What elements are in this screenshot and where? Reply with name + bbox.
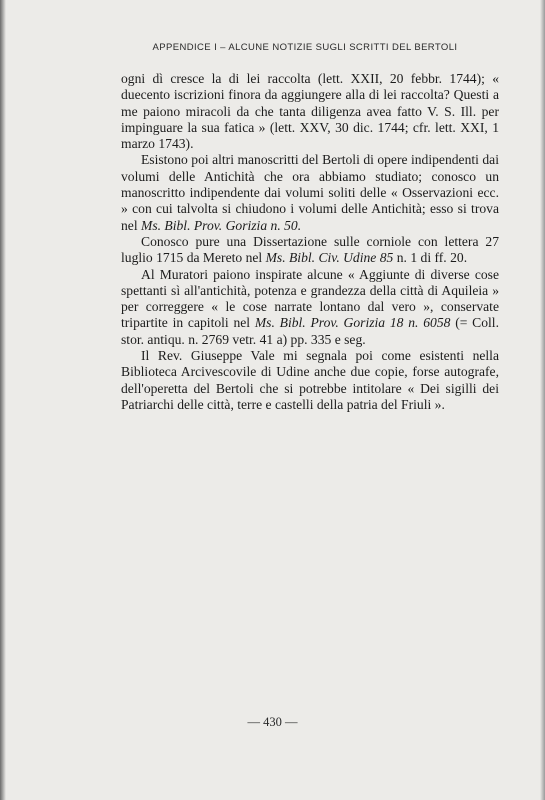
paragraph-4-text-end: (= Coll. stor. antiqu. n. 2769 vetr. 41 a) pp. 335 e seg. <box>121 315 499 347</box>
paragraph-3 <box>121 234 499 267</box>
paragraph-2-citation: Ms. Bibl. Prov. Gorizia n. 50. <box>141 217 302 233</box>
page-number: — 430 — <box>247 715 298 729</box>
paragraph-4 <box>121 267 499 348</box>
paragraph-3-citation: Ms. Bibl. Civ. Udine 85 <box>265 250 394 266</box>
paragraph-5-text: Il Rev. Giuseppe Vale mi segnala poi come esistenti nella Biblioteca Arcivescovile di Udine anche due copie, forse autografe, dell'operetta del Bertoli che si potrebbe intitolare « Dei sigilli dei Patriarchi delle città, terre e castelli della patria del Friuli ». <box>121 348 499 412</box>
paragraph-2-text: Esistono poi altri manoscritti del Bertoli di opere indipendenti dai volumi delle Antichità che ora abbiamo studiato; conosco un manoscritto indipendente dai volumi soliti delle « Osservazioni ecc. » con cui talvolta si chiudono i volumi delle Antichità; esso si trova nel <box>121 152 499 233</box>
paragraph-4-citation: Ms. Bibl. Prov. Gorizia 18 n. 6058 <box>254 315 451 331</box>
paragraph-2 <box>121 152 499 233</box>
paragraph-4-text: Al Muratori paiono inspirate alcune « Aggiunte di diverse cose spettanti sì all'antichità, potenza e grandezza della città di Aquileia » per correggere « le cose narrate lontano dal vero », conservate tripartite in capitoli nel <box>121 266 499 331</box>
paragraph-5 <box>121 348 499 413</box>
body-text <box>121 71 499 413</box>
paragraph-1-text: ogni dì cresce la di lei raccolta (lett. XXII, 20 febbr. 1744); « duecento iscrizioni finora da aggiungere alla di lei raccolta? Questi a me paiono miracoli da che tanta diligenza avea fatto V. S. Ill. per impinguare la sua fatica » (lett. XXV, 30 dic. 1744; cfr. lett. XXI, 1 marzo 1743). <box>121 71 499 152</box>
running-header: APPENDICE I – ALCUNE NOTIZIE SUGLI SCRITTI DEL BERTOLI <box>152 42 458 53</box>
paragraph-3-text-end: n. 1 di ff. 20. <box>393 250 468 266</box>
paragraph-3-text: Conosco pure una Dissertazione sulle corniole con lettera 27 luglio 1715 da Mereto nel <box>121 233 499 266</box>
paragraph-1 <box>121 71 499 152</box>
